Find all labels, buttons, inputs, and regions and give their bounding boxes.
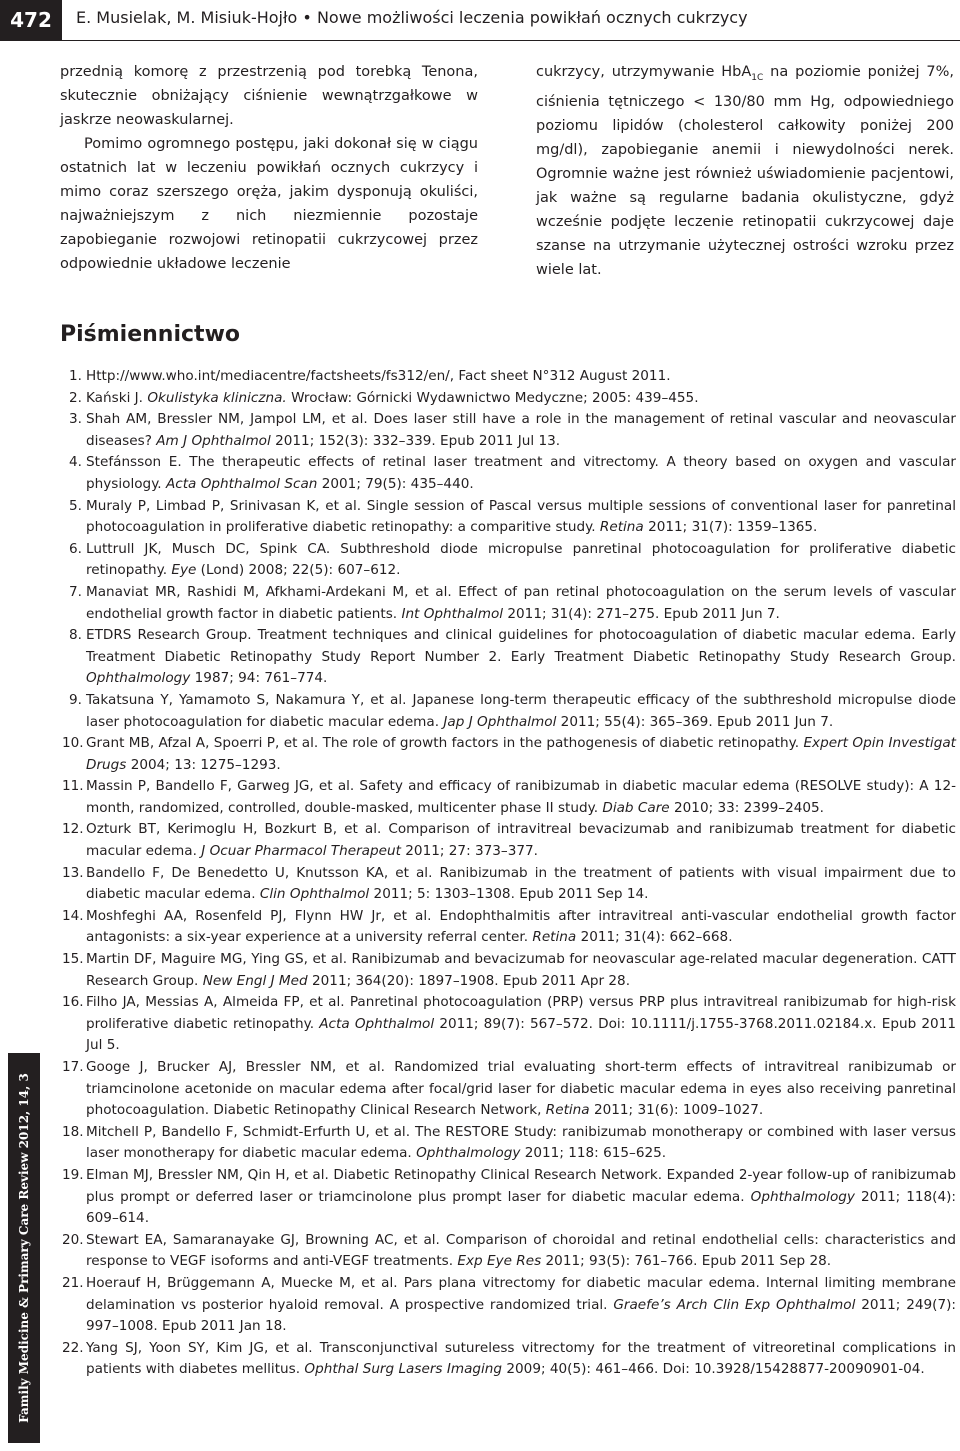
reference-number: 22. (62, 1339, 84, 1356)
reference-journal: Ophthal Surg Lasers Imaging (304, 1361, 503, 1378)
reference-item (62, 539, 956, 582)
reference-journal: Eye (171, 562, 197, 579)
reference-number: 13. (62, 864, 84, 881)
reference-number: 18. (62, 1123, 84, 1140)
reference-item (62, 1230, 956, 1273)
reference-details: 2011; 118: 615–625. (520, 1145, 667, 1162)
reference-details: (Lond) 2008; 22(5): 607–612. (196, 562, 401, 579)
reference-number: 6. (69, 540, 82, 557)
reference-journal: Acta Ophthalmol (319, 1015, 435, 1032)
reference-text: Massin P, Bandello F, Garweg JG, et al. Safety and efficacy of ranibizumab in diabetic macular edema (RESOLVE study): A 12-month, randomized, controlled, double-masked, multicenter phase II study. (86, 778, 956, 816)
running-header: E. Musielak, M. Misiuk-Hojło • Nowe możliwości leczenia powikłań ocznych cukrzycy (76, 8, 748, 27)
reference-journal: Diab Care (602, 799, 670, 816)
left-paragraph-1: przednią komorę z przestrzenią pod torebką Tenona, skutecznie obniżający ciśnienie wewnątrzgałkowe w jaskrze neowaskularnej. (60, 64, 478, 128)
reference-text: Filho JA, Messias A, Almeida FP, et al. Panretinal photocoagulation (PRP) versus PRP plus intravitreal ranibizumab for high-risk proliferative diabetic retinopathy. (86, 994, 956, 1032)
reference-number: 19. (62, 1166, 84, 1183)
right-text-rest: na poziomie poniżej 7%, ciśnienia tętniczego < 130/80 mm Hg, odpowiedniego poziomu lipidów (cholesterol całkowity poniżej 200 mg/dl), zapobieganie anemii i niewydolności nerek. Ogromnie ważne jest również uświadomienie pacjentowi, jak ważne są regularne badania okulistyczne, gdyż wcześnie podjęte leczenie retinopatii cukrzycowej daje szanse na utrzymanie użytecznej ostrości wzroku przez wiele lat. (536, 64, 954, 278)
journal-sidebar-text: Family Medicine & Primary Care Review 2012, 14, 3 (17, 1073, 31, 1423)
reference-item (62, 409, 956, 452)
left-column (60, 60, 478, 276)
reference-item (62, 625, 956, 690)
reference-number: 2. (69, 389, 82, 406)
reference-details: 2011; 31(4): 662–668. (576, 929, 733, 946)
right-text-start: cukrzycy, utrzymywanie HbA (536, 64, 752, 80)
reference-text: Mitchell P, Bandello F, Schmidt-Erfurth U, et al. The RESTORE Study: ranibizumab monotherapy or combined with laser versus laser monotherapy for diabetic macular edema. (86, 1123, 956, 1162)
reference-text: Stewart EA, Samaranayake GJ, Browning AC, et al. Comparison of choroidal and retinal endothelial cells: characteristics and response to VEGF isoforms and anti-VEGF treatments. (86, 1231, 956, 1270)
reference-item (62, 776, 956, 819)
reference-text: Http://www.who.int/mediacentre/factsheets/fs312/en/, Fact sheet N°312 August 2011. (86, 368, 671, 384)
right-column (536, 60, 954, 282)
reference-item (62, 733, 956, 776)
reference-details: 2009; 40(5): 461–466. Doi: 10.3928/15428877-20090901-04. (502, 1361, 925, 1378)
reference-number: 17. (62, 1059, 84, 1075)
reference-details: 2011; 31(6): 1009–1027. (589, 1102, 764, 1119)
reference-journal: Clin Ophthalmol (259, 886, 370, 903)
reference-details: 2011; 89(7): 567–572. Doi: 10.1111/j.1755-3768.2011.02184.x. Epub 2011 Jul 5. (86, 1015, 957, 1054)
reference-journal: Retina (532, 929, 577, 946)
reference-number: 1. (69, 368, 82, 384)
reference-text: Bandello F, De Benedetto U, Knutsson KA, et al. Ranibizumab in the treatment of patients with visual impairment due to diabetic macular edema. (86, 864, 956, 903)
reference-text: Googe J, Brucker AJ, Bressler NM, et al. Randomized trial evaluating short-term effects of intravitreal ranibizumab or triamcinolone acetonide on macular edema after focal/grid laser for diabetic macular edema in eyes also receiving panretinal photocoagulation. Diabetic Retinopathy Clinical Research Network, (86, 1059, 956, 1119)
reference-text: Martin DF, Maguire MG, Ying GS, et al. Ranibizumab and bevacizumab for neovascular age-related macular degeneration. CATT Research Group. (86, 951, 956, 989)
reference-item (62, 582, 956, 625)
reference-number: 14. (62, 907, 84, 924)
reference-journal: Exp Eye Res (457, 1253, 542, 1270)
reference-item (62, 388, 956, 410)
reference-item (62, 819, 956, 862)
reference-text: Elman MJ, Bressler NM, Qin H, et al. Diabetic Retinopathy Clinical Research Network. Expanded 2-year follow-up of ranibizumab plus prompt or deferred laser or triamcinolone plus prompt laser for diabetic macular edema. (86, 1166, 956, 1205)
page-number-text: 472 (10, 8, 52, 32)
reference-number: 20. (62, 1231, 84, 1248)
hba1c-subscript: 1C (751, 72, 764, 83)
reference-number: 15. (62, 951, 84, 968)
left-paragraph-2: Pomimo ogromnego postępu, jaki dokonał się w ciągu ostatnich lat w leczeniu powikłań ocznych cukrzycy i mimo coraz szerszego oręża, jakim dysponują okuliści, najważniejszym z nich niezmiennie pozostaje zapobieganie rozwojowi retinopatii cukrzycowej przez odpowiednie układowe leczenie (60, 136, 478, 272)
reference-number: 3. (69, 411, 82, 428)
reference-journal: Jap J Ophthalmol (443, 713, 557, 730)
header-divider (0, 40, 960, 41)
reference-item (62, 366, 956, 388)
reference-item (62, 1122, 956, 1165)
reference-text: Yang SJ, Yoon SY, Kim JG, et al. Transconjunctival sutureless vitrectomy for the treatment of vitreoretinal complications in patients with diabetes mellitus. (86, 1339, 956, 1378)
reference-journal: Retina (545, 1102, 590, 1119)
reference-journal: Acta Ophthalmol Scan (165, 475, 318, 492)
reference-details: 2004; 13: 1275–1293. (126, 756, 281, 773)
reference-item (62, 906, 956, 949)
reference-text: Ozturk BT, Kerimoglu H, Bozkurt B, et al. Comparison of intravitreal bevacizumab and ranibizumab treatment for diabetic macular edema. (86, 821, 956, 860)
reference-details: Wrocław: Górnicki Wydawnictwo Medyczne; 2005: 439–455. (286, 389, 699, 406)
reference-item (62, 496, 956, 539)
references-list (62, 366, 956, 1381)
reference-journal: Expert Opin Investigat Drugs (86, 735, 956, 773)
reference-journal: Ophthalmology (416, 1145, 521, 1162)
reference-text: Shah AM, Bressler NM, Jampol LM, et al. Does laser still have a role in the management of retinal vascular and neovascular diseases? (86, 411, 956, 449)
reference-details: 1987; 94: 761–774. (190, 670, 328, 687)
reference-number: 4. (69, 454, 82, 471)
reference-number: 8. (69, 627, 82, 644)
reference-number: 16. (62, 994, 84, 1011)
reference-details: 2010; 33: 2399–2405. (669, 799, 824, 816)
reference-item (62, 1273, 956, 1338)
reference-text: Muraly P, Limbad P, Srinivasan K, et al. Single session of Pascal versus multiple sessions of conventional laser for panretinal photocoagulation in proliferative diabetic retinopathy: a comparitive study. (86, 497, 956, 536)
reference-journal: Okulistyka kliniczna. (147, 389, 287, 406)
reference-number: 10. (62, 735, 84, 752)
reference-number: 5. (69, 497, 82, 514)
reference-details: 2001; 79(5): 435–440. (317, 475, 474, 492)
reference-journal: Int Ophthalmol (401, 605, 504, 622)
reference-item (62, 1165, 956, 1230)
reference-item (62, 452, 956, 495)
reference-details: 2011; 93(5): 761–766. Epub 2011 Sep 28. (541, 1253, 832, 1270)
journal-sidebar (8, 1053, 40, 1443)
reference-number: 12. (62, 821, 84, 838)
reference-details: 2011; 55(4): 365–369. Epub 2011 Jun 7. (556, 713, 834, 730)
reference-text: Hoerauf H, Brüggemann A, Muecke M, et al. Pars plana vitrectomy for diabetic macular edema. Internal limiting membrane delamination vs posterior hyaloid removal. A prospective randomized trial. (86, 1274, 956, 1313)
reference-journal: New Engl J Med (202, 972, 308, 989)
reference-details: 2011; 152(3): 332–339. Epub 2011 Jul 13. (270, 432, 561, 449)
reference-number: 9. (69, 691, 82, 708)
reference-text: Stefánsson E. The therapeutic effects of retinal laser treatment and vitrectomy. A theory based on oxygen and vascular physiology. (86, 454, 956, 492)
reference-details: 2011; 249(7): 997–1008. Epub 2011 Jan 18. (86, 1296, 956, 1335)
reference-details: 2011; 118(4): 609–614. (86, 1188, 956, 1227)
reference-number: 11. (62, 778, 84, 795)
reference-item (62, 992, 956, 1057)
reference-journal: J Ocuar Pharmacol Therapeut (201, 843, 401, 860)
reference-details: 2011; 31(4): 271–275. Epub 2011 Jun 7. (503, 605, 780, 622)
reference-text: Kański J. (86, 389, 148, 406)
reference-number: 7. (69, 583, 82, 600)
reference-item (62, 1338, 956, 1381)
reference-item (62, 690, 956, 733)
reference-journal: Retina (599, 519, 644, 536)
reference-text: Grant MB, Afzal A, Spoerri P, et al. The role of growth factors in the pathogenesis of diabetic retinopathy. (86, 735, 804, 752)
reference-text: Moshfeghi AA, Rosenfeld PJ, Flynn HW Jr, et al. Endophthalmitis after intravitreal anti-vascular endothelial growth factor antagonists: a six-year experience at a university referral center. (86, 907, 956, 946)
references-heading: Piśmiennictwo (60, 322, 241, 347)
right-paragraph (536, 60, 954, 282)
reference-details: 2011; 5: 1303–1308. Epub 2011 Sep 14. (369, 886, 649, 903)
reference-item (62, 949, 956, 992)
reference-journal: Ophthalmology (750, 1188, 855, 1205)
reference-details: 2011; 31(7): 1359–1365. (643, 519, 818, 536)
reference-journal: Graefe’s Arch Clin Exp Ophthalmol (613, 1296, 856, 1313)
reference-details: 2011; 27: 373–377. (400, 843, 538, 860)
reference-text: ETDRS Research Group. Treatment techniques and clinical guidelines for photocoagulation of diabetic macular edema. Early Treatment Diabetic Retinopathy Study Report Number 2. Early Treatment Diabetic Retinopathy Study Research Group. (86, 627, 956, 665)
reference-text: Luttrull JK, Musch DC, Spink CA. Subthreshold diode micropulse panretinal photocoagulation for proliferative diabetic retinopathy. (86, 540, 956, 579)
reference-journal: Ophthalmology (86, 670, 191, 687)
reference-text: Manaviat MR, Rashidi M, Afkhami-Ardekani M, et al. Effect of pan retinal photocoagulation on the serum levels of vascular endothelial growth factor in diabetic patients. (86, 583, 956, 622)
reference-item (62, 863, 956, 906)
reference-journal: Am J Ophthalmol (156, 432, 271, 449)
reference-details: 2011; 364(20): 1897–1908. Epub 2011 Apr 28. (307, 972, 631, 989)
reference-number: 21. (62, 1274, 84, 1291)
page-number (0, 0, 62, 40)
reference-item (62, 1057, 956, 1122)
reference-text: Takatsuna Y, Yamamoto S, Nakamura Y, et al. Japanese long-term therapeutic efficacy of the subthreshold micropulse diode laser photocoagulation for diabetic macular edema. (86, 691, 956, 730)
